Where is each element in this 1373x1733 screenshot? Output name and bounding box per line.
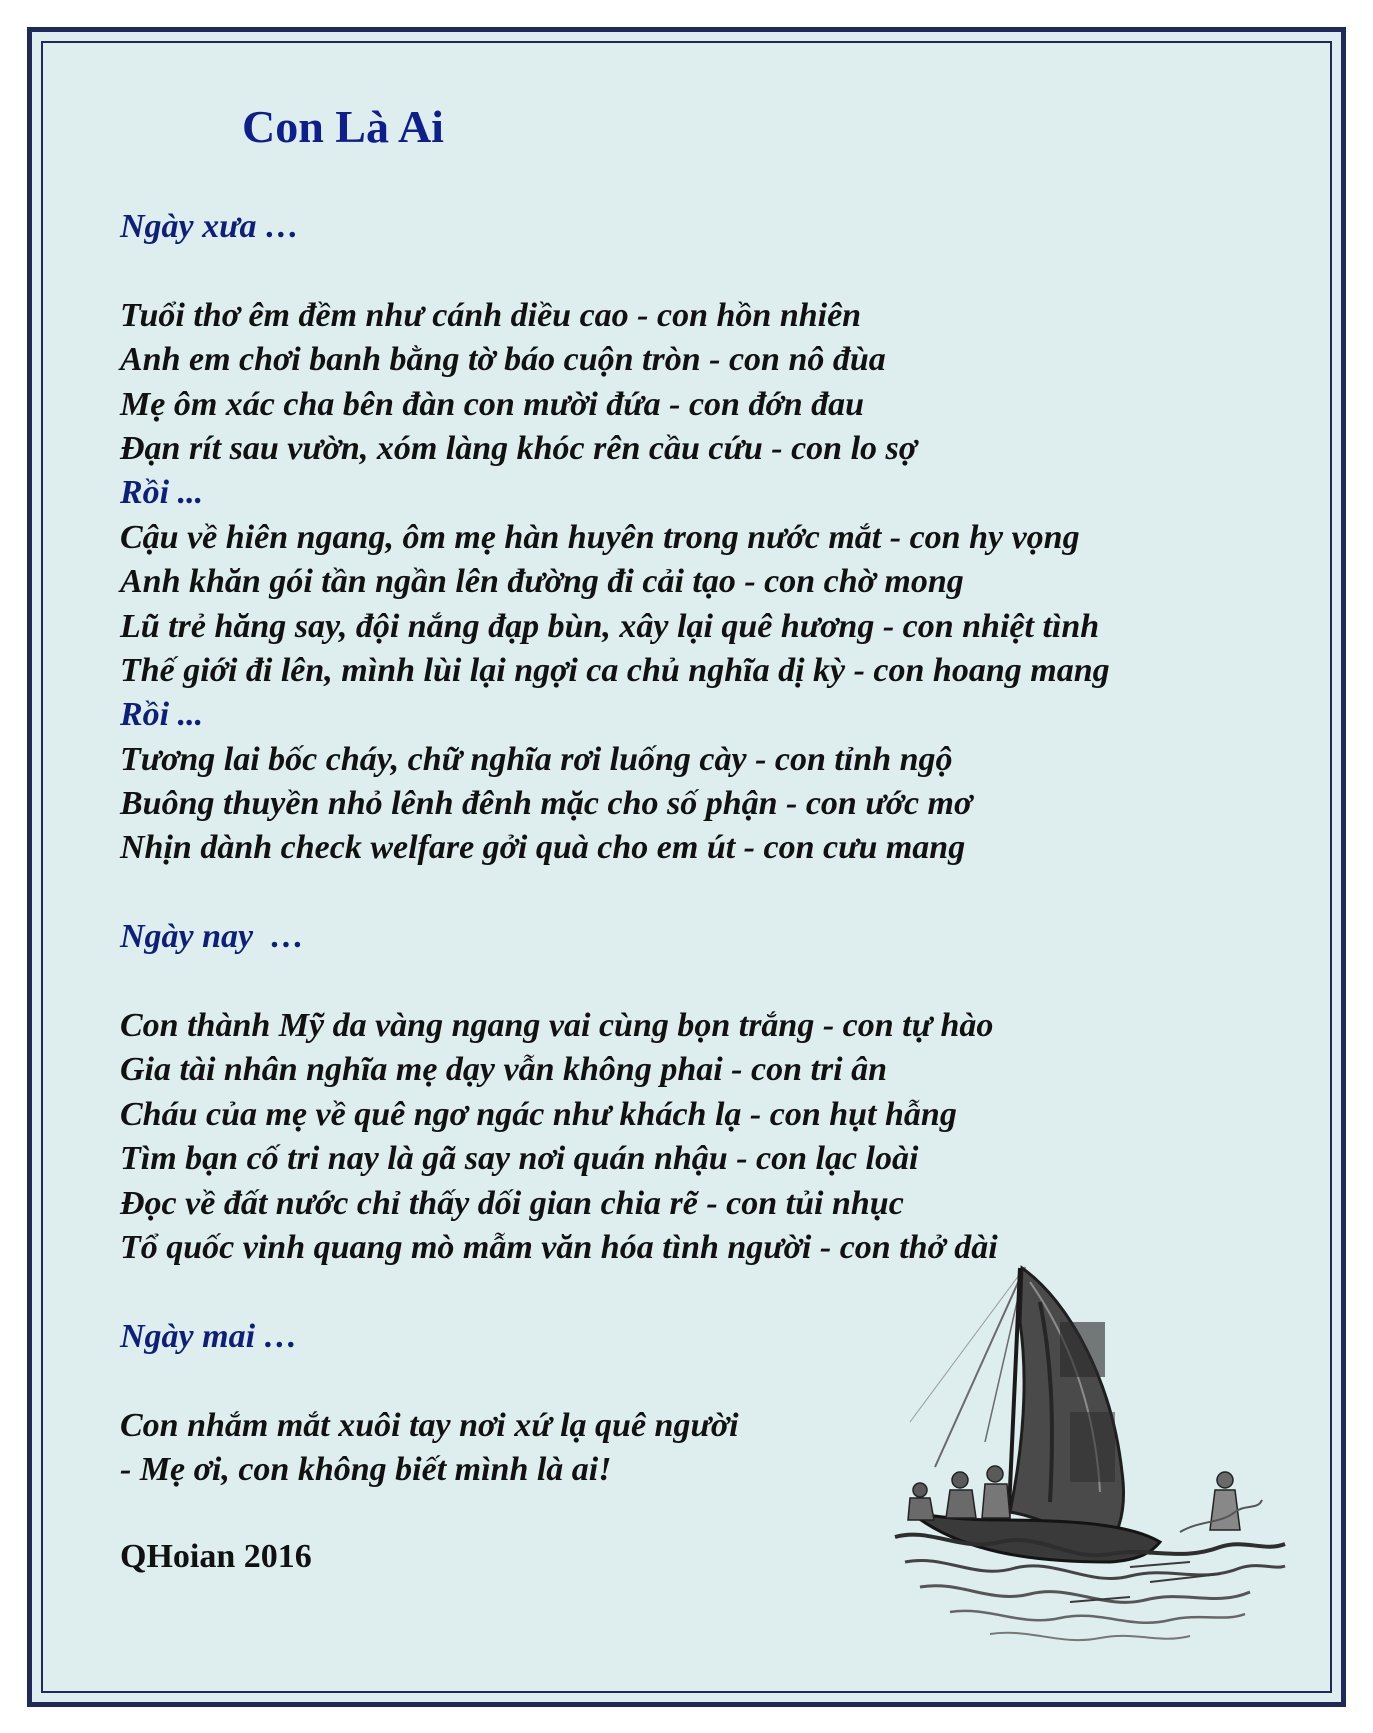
- poem-line: Thế giới đi lên, mình lùi lại ngợi ca chủ nghĩa dị kỳ - con hoang mang: [120, 651, 1110, 689]
- poem-line: Anh em chơi banh bằng tờ báo cuộn tròn - con nô đùa: [120, 341, 886, 379]
- poem-line: Mẹ ôm xác cha bên đàn con mười đứa - con đớn đau: [120, 385, 865, 423]
- stanza-gap: [120, 960, 1240, 1004]
- section-heading-past: Ngày xưa …: [120, 208, 300, 245]
- poem-line: Lũ trẻ hăng say, đội nắng đạp bùn, xây lại quê hương - con nhiệt tình: [120, 607, 1100, 645]
- section-heading-then: Rồi ...: [120, 474, 204, 512]
- poem-line: Gia tài nhân nghĩa mẹ dạy vẫn không phai - con tri ân: [120, 1051, 888, 1089]
- poem-line: Nhịn dành check welfare gởi quà cho em út - con cưu mang: [120, 829, 966, 867]
- poem-line: Cậu về hiên ngang, ôm mẹ hàn huyên trong nước mắt - con hy vọng: [120, 518, 1080, 556]
- poem-line: Con thành Mỹ da vàng ngang vai cùng bọn trắng - con tự hào: [120, 1007, 994, 1045]
- poem-line: Tìm bạn cố tri nay là gã say nơi quán nhậu - con lạc loài: [120, 1140, 919, 1178]
- section-heading-future: Ngày mai …: [120, 1317, 298, 1355]
- stanza-gap: [120, 871, 1240, 915]
- poem-line: Anh khăn gói tần ngần lên đường đi cải tạo - con chờ mong: [120, 563, 964, 601]
- sailboat-illustration: [890, 1262, 1290, 1662]
- poem-line: Tuổi thơ êm đềm như cánh diều cao - con hồn nhiên: [120, 296, 862, 334]
- poem-line: Đạn rít sau vườn, xóm làng khóc rên cầu cứu - con lo sợ: [120, 429, 917, 467]
- poem-line: - Mẹ ơi, con không biết mình là ai!: [120, 1450, 612, 1488]
- section-heading-present: Ngày nay …: [120, 918, 305, 956]
- poem-line: Đọc về đất nước chỉ thấy dối gian chia rẽ - con tủi nhục: [120, 1184, 904, 1222]
- poem-line: Cháu của mẹ về quê ngơ ngác như khách lạ - con hụt hẫng: [120, 1095, 957, 1133]
- poem-line: Con nhắm mắt xuôi tay nơi xứ lạ quê người: [120, 1406, 739, 1444]
- poem-line: Tương lai bốc cháy, chữ nghĩa rơi luống cày - con tỉnh ngộ: [120, 740, 953, 778]
- stanza-gap: [120, 249, 1240, 293]
- poem-title: Con Là Ai: [242, 101, 444, 152]
- poem-line: Tổ quốc vinh quang mò mẫm văn hóa tình người - con thở dài: [120, 1228, 998, 1266]
- section-heading-then: Rồi ...: [120, 696, 204, 734]
- poem-line: Buông thuyền nhỏ lênh đênh mặc cho số phận - con ước mơ: [120, 785, 973, 823]
- author-signature: QHoian 2016: [120, 1538, 312, 1575]
